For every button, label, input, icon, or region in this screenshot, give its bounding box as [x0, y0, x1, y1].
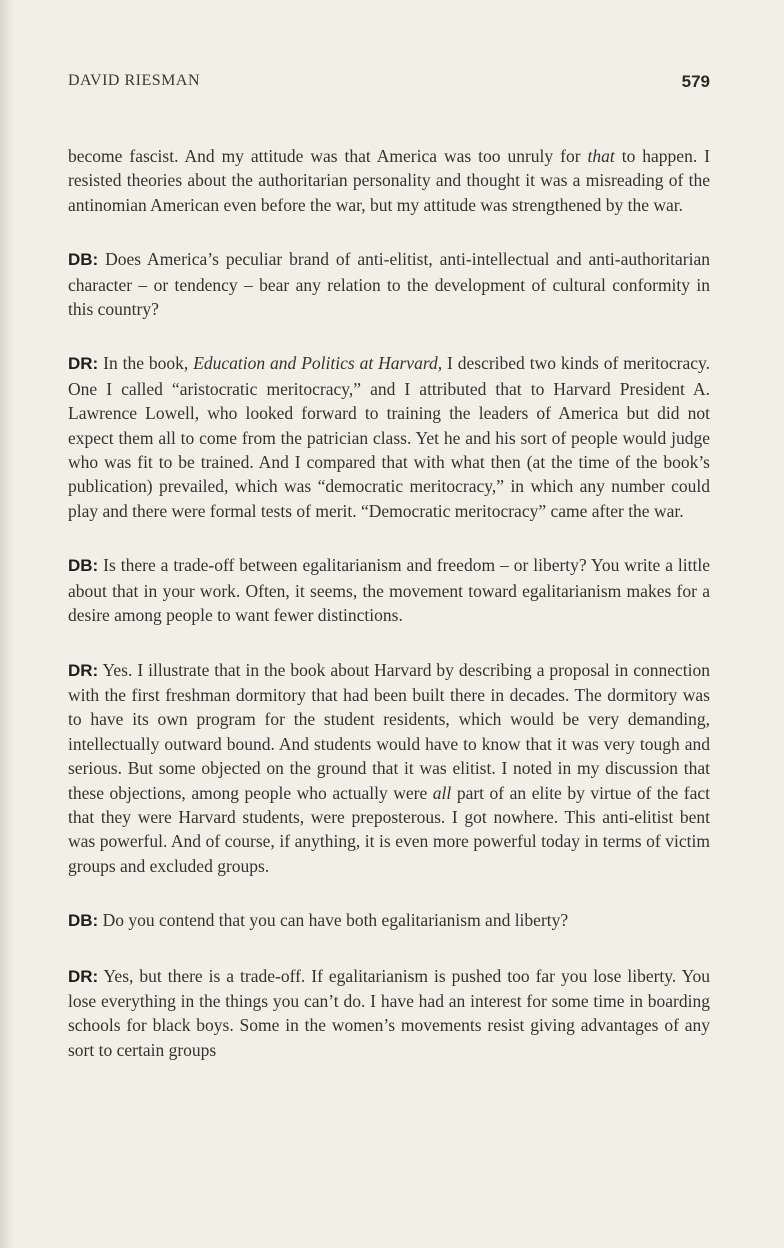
page-number: 579 [681, 72, 710, 91]
text-run: to happen. I resisted theories about the authoritarian personality and thought it was a misreading of the antinomian American even before the war, but my attitude was strengthened by the war. [68, 146, 710, 215]
text-run: become fascist. And my attitude was that America was too unruly for [68, 146, 588, 166]
book-title: Education and Politics at Harvard, [193, 353, 443, 374]
spine-shadow [0, 0, 14, 1248]
speaker-label: DB: [68, 911, 99, 931]
body-text [68, 144, 710, 1092]
text-run: part of an elite by virtue of the fact that they were Harvard students, were preposterous. I got nowhere. This anti-elitist bent was powerful. And of course, if anything, it is even more powerful today in terms of victim groups and excluded groups. [68, 782, 710, 876]
paragraph-dr-answer [68, 658, 710, 879]
paragraph-db-question [68, 553, 710, 627]
text-run: In the book, [103, 353, 194, 374]
text-run: I described two kinds of meritocracy. One I called “aristocratic meritocracy,” and I attributed that to Harvard President A. Lawrence Lowell, who looked forward to training the leaders of America but did not expect them all to come from the patrician class. Yet he and his sort of people would judge who was fit to be trained. And I compared that with what then (at the time of the book’s publication) prevailed, which was “democratic meritocracy,” in which any number could play and there were formal tests of merit. “Democratic meritocracy” came after the war. [68, 353, 710, 521]
text-run: Is there a trade-off between egalitarianism and freedom – or liberty? You write a little about that in your work. Often, it seems, the movement toward egalitarianism makes for a desire among people to want fewer distinctions. [68, 555, 711, 626]
running-head-author: DAVID RIESMAN [68, 72, 200, 89]
emphasis-text: all [432, 782, 452, 803]
paragraph-db-question [68, 908, 710, 933]
running-head [68, 72, 710, 96]
text-run: Yes, but there is a trade-off. If egalitarianism is pushed too far you lose liberty. You lose everything in the things you can’t do. I have had an interest for some time in boarding schools for black boys. Some in the women’s movements resist giving advantages of any sort to certain groups [68, 965, 710, 1060]
speaker-label: DB: [68, 556, 99, 576]
speaker-label: DR: [68, 966, 99, 986]
speaker-label: DB: [68, 250, 99, 270]
paragraph-db-question [68, 247, 710, 321]
speaker-label: DR: [68, 354, 99, 374]
text-run: Yes. I illustrate that in the book about Harvard by describing a proposal in connection with the first freshman dormitory that had been built there in decades. The dormitory was to have its own program for the student residents, which would be very demanding, intellectually outward bound. And students would have to know that it was very tough and serious. But some objected on the ground that it was elitist. I noted in my discussion that these objections, among people who actually were [68, 659, 710, 803]
paragraph-dr-answer [68, 351, 710, 523]
text-run: Does America’s peculiar brand of anti-elitist, anti-intellectual and anti-authoritarian character – or tendency – bear any relation to the development of cultural conformity in this country? [68, 249, 711, 320]
paragraph-dr-answer [68, 964, 710, 1063]
speaker-label: DR: [68, 660, 99, 680]
paragraph-continuation [68, 144, 710, 217]
text-run: Do you contend that you can have both egalitarianism and liberty? [102, 910, 569, 931]
emphasis-text: that [587, 146, 615, 166]
